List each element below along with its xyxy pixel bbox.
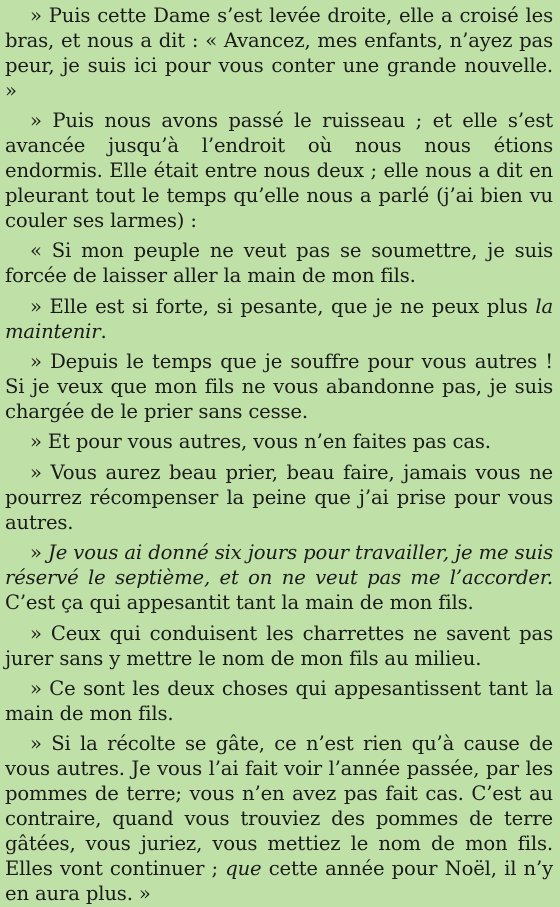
italic-text: Je vous ai donné six jours pour travailler, je me suis réservé le septième, et on ne veut pas me l’accorder. xyxy=(5,541,553,590)
paragraph: » Puis cette Dame s’est levée droite, elle a croisé les bras, et nous a dit : « Avancez, mes enfants, n’ayez pas peur, je suis ici pour vous conter une grande nouvelle. » xyxy=(5,4,553,102)
paragraph xyxy=(5,732,553,906)
italic-text: la maintenir xyxy=(5,294,553,343)
paragraph-text: . xyxy=(100,319,107,343)
paragraph: » Et pour vous autres, vous n’en faites pas cas. xyxy=(30,430,491,454)
italic-text: que xyxy=(225,856,262,880)
paragraph-text: » xyxy=(30,541,48,565)
paragraph: » Puis nous avons passé le ruisseau ; et elle s’est avancée jusqu’à l’endroit où nous nous étions endormis. Elle était entre nous deux ; elle nous a dit en pleurant tout le temps qu’elle nous a parlé (j’ai bien vu couler ses larmes) : xyxy=(5,109,553,232)
paragraph: « Si mon peuple ne veut pas se soumettre, je suis forcée de laisser aller la main de mon fils. xyxy=(5,239,553,288)
document-page xyxy=(5,4,554,905)
paragraph-text: » Si la récolte se gâte, ce n’est rien qu’à cause de vous autres. Je vous l’ai fait voir l’année passée, par les pommes de terre; vous n’en avez pas fait cas. C’est au contraire, quand vous trouviez des pommes de terre gâtées, vous juriez, vous mettiez le nom de mon fils. Elles vont continuer ; xyxy=(5,732,553,880)
paragraph xyxy=(5,295,553,345)
paragraph-text: » Elle est si forte, si pesante, que je ne peux plus xyxy=(30,294,536,318)
paragraph-text: cette année pour Noël, il n’y en aura plus. » xyxy=(5,856,554,905)
paragraph-text: C’est ça qui appesantit tant la main de mon fils. xyxy=(5,591,474,615)
paragraph xyxy=(5,541,553,616)
paragraph: » Ceux qui conduisent les charrettes ne savent pas jurer sans y mettre le nom de mon fils au milieu. xyxy=(5,621,553,670)
paragraph: » Depuis le temps que je souffre pour vous autres ! Si je veux que mon fils ne vous abandonne pas, je suis chargée de le prier sans cesse. xyxy=(5,350,553,423)
paragraph: » Vous aurez beau prier, beau faire, jamais vous ne pourrez récompenser la peine que j’ai prise pour vous autres. xyxy=(5,460,553,534)
paragraph: » Ce sont les deux choses qui appesantissent tant la main de mon fils. xyxy=(5,677,553,725)
